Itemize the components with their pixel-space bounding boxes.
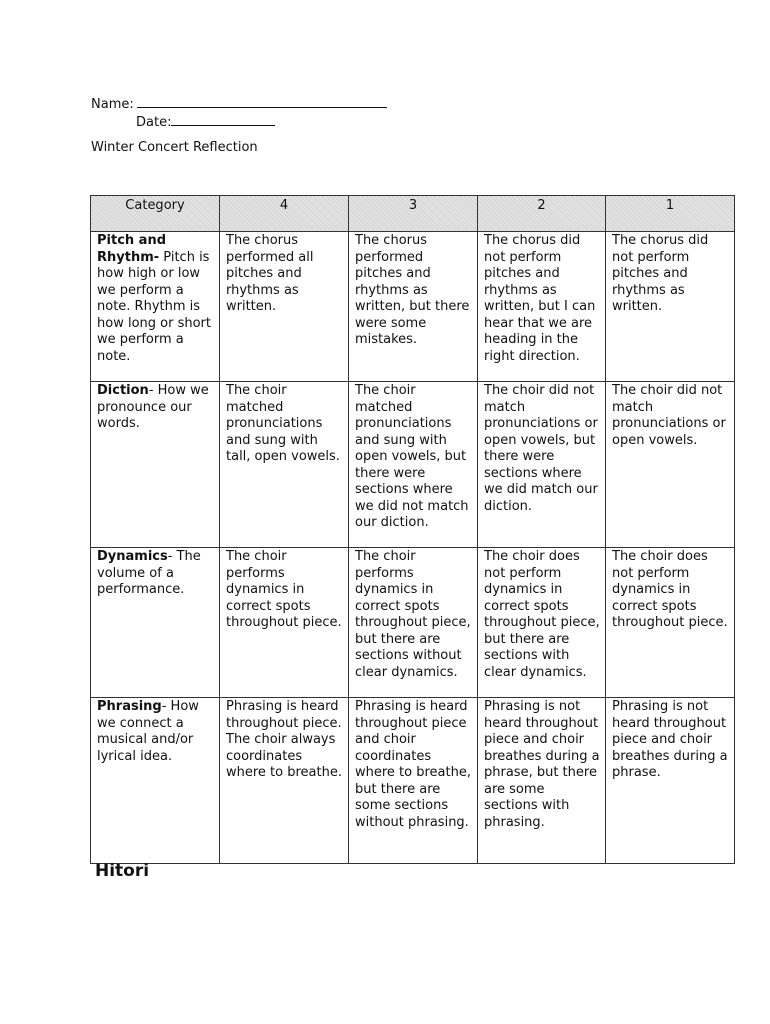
score-1-cell: The choir did not match pronunciations or open vowels. [606,382,735,548]
category-name: Pitch and Rhythm- [97,233,167,265]
rubric-row-pitch-rhythm [91,232,735,382]
name-blank-line [137,94,387,108]
column-header-score-2: 2 [478,196,606,232]
rubric-row-dynamics [91,548,735,698]
score-3-cell: Phrasing is heard throughout piece and choir coordinates where to breathe, but there are some sections without phrasing. [349,698,478,864]
rubric-row-phrasing [91,698,735,864]
score-2-cell: The choir did not match pronunciations or open vowels, but there were sections where we did match our diction. [478,382,606,548]
date-field [136,112,275,130]
rubric-table [90,195,735,864]
category-name: Phrasing [97,699,162,714]
category-cell [91,698,220,864]
category-cell [91,548,220,698]
name-field [91,94,387,112]
category-description: Pitch is how high or low we perform a note. Rhythm is how long or short we perform a note. [97,249,211,364]
document-title: Winter Concert Reflection [91,140,258,155]
score-1-cell: Phrasing is not heard throughout piece and choir breathes during a phrase. [606,698,735,864]
column-header-score-1: 1 [606,196,735,232]
rubric-row-diction [91,382,735,548]
score-3-cell: The choir matched pronunciations and sung with open vowels, but there were sections where we did not match our diction. [349,382,478,548]
score-1-cell: The chorus did not perform pitches and rhythms as written. [606,232,735,382]
score-2-cell: The chorus did not perform pitches and rhythms as written, but I can hear that we are heading in the right direction. [478,232,606,382]
score-2-cell: The choir does not perform dynamics in correct spots throughout piece, but there are sections with clear dynamics. [478,548,606,698]
score-4-cell: Phrasing is heard throughout piece. The choir always coordinates where to breathe. [220,698,349,864]
score-2-cell: Phrasing is not heard throughout piece and choir breathes during a phrase, but there are some sections with phrasing. [478,698,606,864]
column-header-category: Category [91,196,220,232]
category-cell [91,382,220,548]
score-4-cell: The choir performs dynamics in correct spots throughout piece. [220,548,349,698]
column-header-score-4: 4 [220,196,349,232]
column-header-score-3: 3 [349,196,478,232]
category-name: Dynamics [97,549,168,564]
score-3-cell: The chorus performed pitches and rhythms as written, but there were some mistakes. [349,232,478,382]
date-label: Date: [136,115,172,130]
category-description: - The volume of a performance. [97,549,201,597]
score-4-cell: The choir matched pronunciations and sung with tall, open vowels. [220,382,349,548]
footer-brand: Hitori [95,861,150,881]
category-name: Diction [97,383,149,398]
name-label: Name: [91,97,134,112]
score-1-cell: The choir does not perform dynamics in correct spots throughout piece. [606,548,735,698]
category-description: - How we connect a musical and/or lyrical idea. [97,699,199,764]
category-cell [91,232,220,382]
score-4-cell: The chorus performed all pitches and rhythms as written. [220,232,349,382]
rubric-header-row [91,196,735,232]
score-3-cell: The choir performs dynamics in correct spots throughout piece, but there are sections without clear dynamics. [349,548,478,698]
category-description: - How we pronounce our words. [97,383,209,431]
date-blank-line [171,112,275,126]
